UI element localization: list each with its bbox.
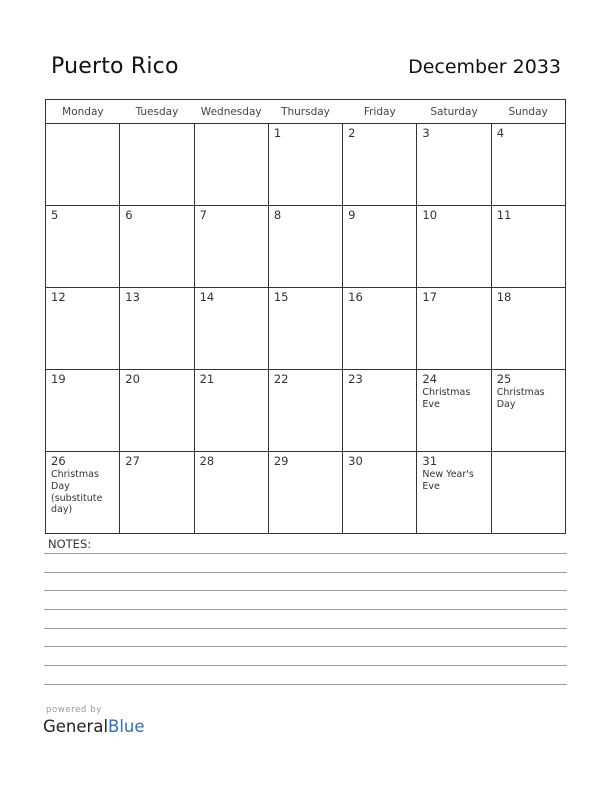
- day-cell: [491, 206, 565, 288]
- day-cell: [343, 370, 417, 452]
- calendar-week-row: [46, 452, 566, 534]
- day-cell: [194, 452, 268, 534]
- note-line: [44, 590, 567, 591]
- day-cell: [46, 206, 120, 288]
- note-line: [44, 684, 567, 685]
- note-line: [44, 572, 567, 573]
- day-number: 10: [422, 208, 438, 222]
- day-cell: [417, 124, 491, 206]
- weekday-header: Sunday: [491, 100, 565, 124]
- day-number: 23: [348, 372, 363, 386]
- day-cell: [491, 124, 565, 206]
- day-number: 1: [273, 126, 282, 140]
- brand-blue-text: Blue: [108, 717, 145, 736]
- day-cell: [417, 370, 491, 452]
- brand-logo: [43, 717, 145, 736]
- day-cell: [268, 206, 342, 288]
- calendar-grid: [45, 99, 566, 534]
- day-cell: [46, 452, 120, 534]
- day-cell: [343, 288, 417, 370]
- day-cell: [343, 124, 417, 206]
- holiday-label: Christmas Day (substitute day): [51, 469, 103, 516]
- day-cell: [268, 452, 342, 534]
- day-cell: [417, 288, 491, 370]
- note-line: [44, 553, 567, 554]
- day-cell: [194, 288, 268, 370]
- day-number: 9: [348, 208, 356, 222]
- holiday-label: Christmas Eve: [422, 387, 471, 410]
- day-cell: [194, 206, 268, 288]
- day-number: 18: [496, 290, 512, 304]
- day-cell: [194, 124, 268, 206]
- day-number: 2: [348, 126, 356, 140]
- holiday-label: New Year's Eve: [422, 469, 474, 492]
- day-number: 14: [199, 290, 215, 304]
- day-number: 27: [125, 454, 140, 468]
- day-number: 6: [125, 208, 133, 222]
- calendar-week-row: [46, 370, 566, 452]
- weekday-header: Thursday: [268, 100, 342, 124]
- day-number: 25: [496, 372, 512, 386]
- day-number: 11: [496, 208, 512, 222]
- weekday-header-row: [46, 100, 566, 124]
- notes-label: NOTES:: [48, 537, 92, 551]
- day-cell: [343, 452, 417, 534]
- day-cell: [268, 288, 342, 370]
- day-number: 7: [199, 208, 207, 222]
- note-line: [44, 665, 567, 666]
- day-cell: [120, 452, 194, 534]
- day-cell: [120, 206, 194, 288]
- day-cell: [417, 206, 491, 288]
- day-number: 13: [125, 290, 140, 304]
- day-cell: [120, 124, 194, 206]
- day-number: 5: [51, 208, 59, 222]
- weekday-header: Tuesday: [120, 100, 194, 124]
- calendar-week-row: [46, 124, 566, 206]
- weekday-header: Saturday: [417, 100, 491, 124]
- weekday-header: Monday: [46, 100, 120, 124]
- day-number: 15: [273, 290, 289, 304]
- calendar-week-row: [46, 288, 566, 370]
- day-number: 29: [273, 454, 289, 468]
- day-cell: [268, 124, 342, 206]
- day-cell: [46, 124, 120, 206]
- day-cell: [268, 370, 342, 452]
- day-number: 28: [199, 454, 215, 468]
- powered-by-label: powered by: [46, 705, 102, 715]
- country-title: Puerto Rico: [51, 54, 179, 79]
- day-number: 3: [422, 126, 430, 140]
- day-number: 30: [348, 454, 363, 468]
- day-cell: [120, 288, 194, 370]
- note-line: [44, 646, 567, 647]
- day-cell: [46, 288, 120, 370]
- day-cell: [491, 370, 565, 452]
- day-number: 22: [273, 372, 289, 386]
- day-number: 4: [496, 126, 505, 140]
- month-year-title: December 2033: [408, 56, 561, 78]
- brand-general-text: General: [43, 717, 109, 736]
- day-number: 24: [422, 372, 438, 386]
- day-number: 16: [348, 290, 363, 304]
- day-number: 17: [422, 290, 438, 304]
- calendar-week-row: [46, 206, 566, 288]
- day-number: 12: [51, 290, 66, 304]
- day-number: 26: [51, 454, 66, 468]
- day-number: 8: [273, 208, 282, 222]
- holiday-label: Christmas Day: [496, 387, 545, 410]
- note-line: [44, 609, 567, 610]
- day-cell: [120, 370, 194, 452]
- day-cell: [491, 452, 565, 534]
- day-number: 21: [199, 372, 215, 386]
- weekday-header: Wednesday: [194, 100, 268, 124]
- day-cell: [417, 452, 491, 534]
- day-number: 31: [422, 454, 438, 468]
- note-line: [44, 628, 567, 629]
- day-number: 20: [125, 372, 140, 386]
- day-cell: [46, 370, 120, 452]
- day-cell: [491, 288, 565, 370]
- day-cell: [343, 206, 417, 288]
- weekday-header: Friday: [343, 100, 417, 124]
- day-number: 19: [51, 372, 66, 386]
- day-cell: [194, 370, 268, 452]
